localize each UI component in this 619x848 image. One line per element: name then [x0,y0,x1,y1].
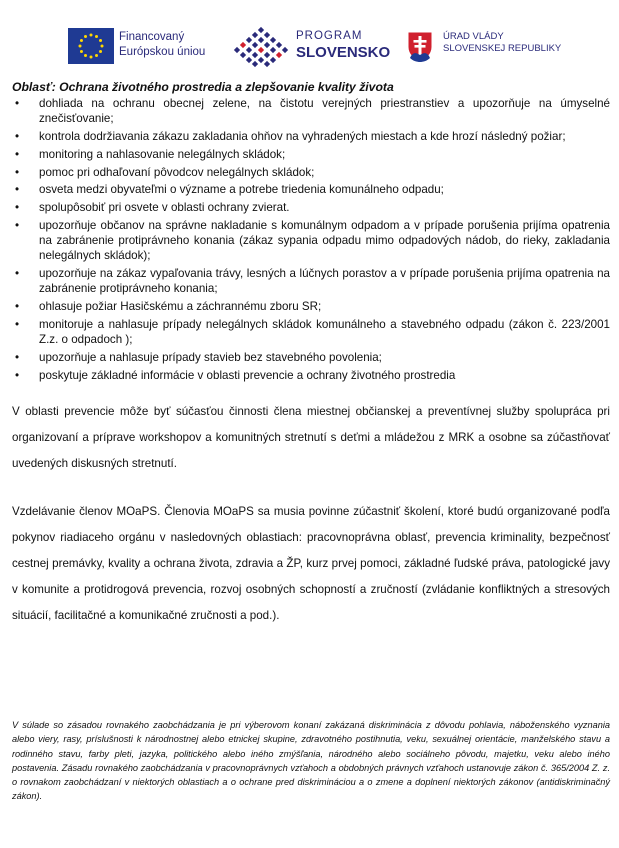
eu-label-line2: Európskou úniou [119,46,206,58]
program-logo-graphic [229,26,293,68]
bullet-icon: • [15,218,20,232]
list-item-text: dohliada na ochranu obecnej zelene, na čistotu verejných priestranstiev a upozorňuje na úmyselné znečisťovanie; [39,97,610,126]
list-item-text: pomoc pri odhaľovaní pôvodcov nelegálnych skládok; [39,165,315,179]
program-logo-diamond [258,47,264,53]
bullet-icon: • [15,165,20,179]
list-item [12,147,610,162]
program-logo-diamond [258,57,264,63]
list-item-text: monitoring a nahlasovanie nelegálnych skládok; [39,147,286,161]
program-logo-diamond [252,61,258,67]
program-logo-diamond [270,37,276,43]
bullet-icon: • [15,300,20,314]
bullet-icon: • [15,183,20,197]
section-title: Oblasť: Ochrana životného prostredia a zlepšovanie kvality života [12,80,394,94]
list-item-text: kontrola dodržiavania zákazu zakladania ohňov na vyhradených miestach a kde hrozí následný požiar; [39,130,566,143]
eu-star-icon [84,54,87,57]
program-logo-diamond [240,52,246,58]
eu-label-line1: Financovaný [119,31,185,43]
bullet-icon: • [15,130,20,143]
education-paragraph: Vzdelávanie členov MOaPS. Členovia MOaPS sa musia povinne zúčastniť školení, ktoré budú organizované podľa pokynov riadiaceho orgánu v nasledovných oblastiach: pracovnoprávna oblasť, prevencia kriminality, bezpečnosť cestnej premávky, kvality a ochrana života, zdravia a ŽP, kurz prvej pomoci, základné ľudské práva, patologické javy v komunite a protidrogová prevencia, rozvoj osobných schopností a zručností (zvládanie konfliktných a stresových situácií, facilitačné a komunikačné zručnosti a pod.). [12,504,610,622]
slovak-coat-of-arms-icon [407,31,433,63]
program-logo-diamond [240,42,246,48]
bullet-icon: • [15,97,20,110]
program-logo-diamond [264,42,270,48]
prevention-paragraph: V oblasti prevencie môže byť súčasťou činnosti člena miestnej občianskej a preventívnej služby spolupráca pri organizovaní a príprave workshopov a komunitných stretnutí s deťmi a mládežou z MRK a osobne sa zúčastňovať uvedených diskusných stretnutí. [12,404,610,470]
page-header [0,0,619,80]
program-logo-diamond [246,47,252,53]
list-item [12,368,610,383]
eu-funding-label [119,30,229,60]
program-logo-diamond [276,52,282,58]
list-item [12,200,610,215]
gov-label-line2: SLOVENSKEJ REPUBLIKY [443,43,562,54]
program-label-line1: PROGRAM [296,30,363,42]
bullet-icon: • [15,267,20,281]
program-logo-diamond [264,32,270,38]
program-logo-diamond [252,52,258,58]
program-logo-diamond [270,57,276,63]
list-item-text: osveta medzi obyvateľmi o význame a potrebe triedenia komunálneho odpadu; [39,183,444,197]
list-item-text: spolupôsobiť pri osvete v oblasti ochrany zvierat. [39,201,290,215]
list-item-text: poskytuje základné informácie v oblasti prevencie a ochrany životného prostredia [39,368,456,382]
program-logo-diamond [264,61,270,67]
government-office-label [443,31,593,55]
eu-star-icon [80,50,83,53]
program-logo-diamond [246,37,252,43]
eu-star-icon [95,54,98,57]
list-item [12,317,610,347]
responsibilities-list [12,96,610,383]
bullet-icon: • [15,368,20,382]
bullet-icon: • [15,201,20,215]
eu-star-icon [84,35,87,38]
list-item-text: monitoruje a nahlasuje prípady nelegálnych skládok komunálneho a stavebného odpadu (zákon č. 223/2001 Z.z. o odpadoch ); [39,317,610,347]
program-logo-diamond [252,42,258,48]
list-item-text: ohlasuje požiar Hasičskému a záchrannému zboru SR; [39,300,322,314]
program-logo-diamond [270,47,276,53]
program-logo-diamond [246,57,252,63]
program-logo-diamond [282,47,288,53]
list-item [12,299,610,314]
list-item [12,129,610,144]
bullet-icon: • [15,350,20,364]
list-item-text: upozorňuje a nahlasuje prípady stavieb bez stavebného povolenia; [39,350,382,364]
bullet-icon: • [15,147,20,161]
eu-star-icon [101,45,104,48]
eu-flag-icon [68,28,114,64]
program-logo-diamond [276,42,282,48]
list-item-text: upozorňuje na zákaz vypaľovania trávy, lesných a lúčnych porastov a v prípade porušenia prijíma opatrenia na zabránenie protiprávneho konania; [39,267,610,296]
list-item [12,165,610,180]
program-logo-diamond [264,52,270,58]
eu-star-icon [99,50,102,53]
eu-flag-graphic [68,28,114,64]
document-body [12,80,610,629]
gov-label-line1: ÚRAD VLÁDY [443,31,504,42]
program-logo-diamond [258,37,264,43]
program-label-line2: SLOVENSKO [296,44,391,61]
program-logo-diamond [234,47,240,53]
eu-star-icon [80,39,83,42]
list-item [12,218,610,264]
program-logo-diamond [258,27,264,33]
eu-star-icon [90,34,93,37]
list-item [12,96,610,126]
bullet-icon: • [15,317,20,331]
list-item-text: upozorňuje občanov na správne nakladanie s komunálnym odpadom a v prípade porušenia prijíma opatrenia na zabránenie protiprávneho konania (zákaz sypania odpadu mimo odpadových nádob, do rieky, zakladania nelegálnych skládok); [39,218,610,263]
eu-star-icon [90,56,93,59]
coat-of-arms-graphic [407,31,433,63]
program-slovensko-label [296,29,406,62]
eu-star-icon [79,45,82,48]
eu-star-icon [95,35,98,38]
program-slovensko-logo-icon [229,26,293,68]
list-item [12,266,610,296]
list-item [12,350,610,365]
anti-discrimination-footnote: V súlade so zásadou rovnakého zaobchádzania je pri výberovom konaní zakázaná diskriminácia z dôvodu pohlavia, náboženského vyznania alebo viery, rasy, príslušnosti k národnostnej alebo etnickej skupine, zdravotného postihnutia, veku, sexuálnej orientácie, manželského stavu a rodinného stavu, farby pleti, jazyka, politického alebo iného zmýšľania, národného alebo sociálneho pôvodu, majetku, veku alebo iného postavenia. Zásadu rovnakého zaobchádzania v pracovnoprávnych vzťahoch a obdobných právnych vzťahoch ustanovuje zákon č. 365/2004 Z. z. o rovnakom zaobchádzaní v niektorých oblastiach a o ochrane pred diskrimináciou a o zmene a doplnení niektorých zákonov (antidiskriminačný zákon). [12,720,610,802]
program-logo-diamond [252,32,258,38]
list-item [12,182,610,197]
eu-star-icon [99,39,102,42]
